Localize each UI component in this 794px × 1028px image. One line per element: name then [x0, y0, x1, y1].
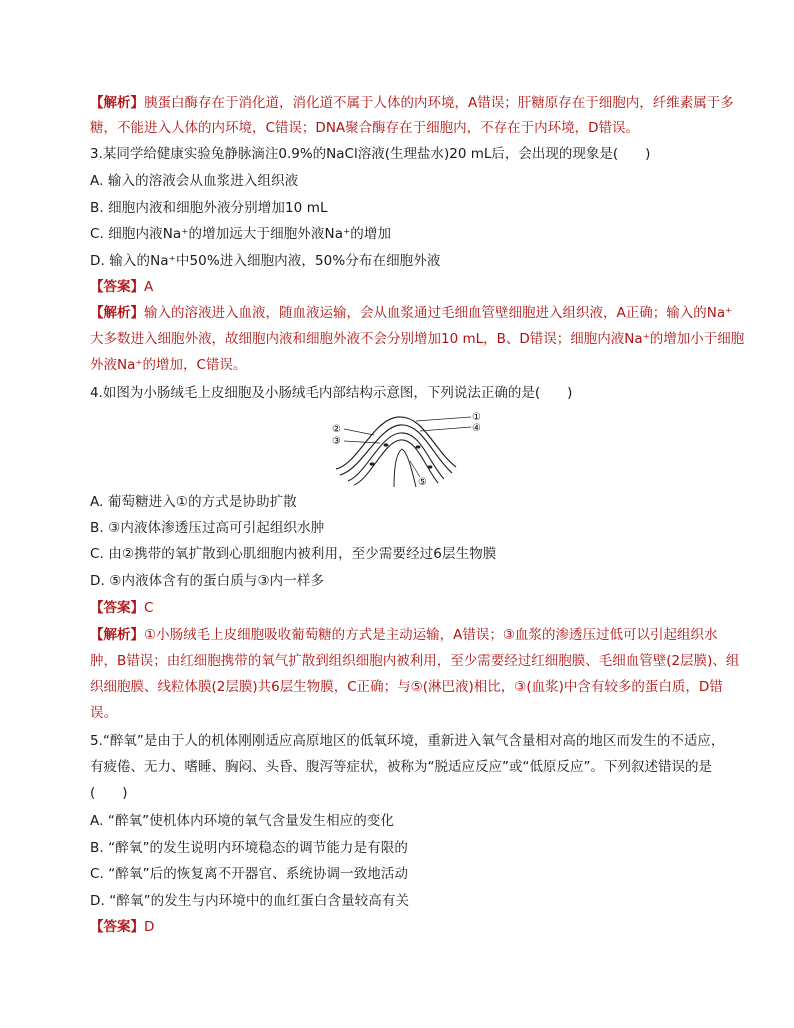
q4-analysis-line-3: 织细胞膜、线粒体膜(2层膜)共6层生物膜，C正确；与⑤(淋巴液)相比，③(血浆)中含有较多的蛋白质，D错 — [90, 679, 723, 695]
q5-stem-line-3: ( ) — [90, 785, 128, 801]
label-1: ① — [472, 412, 481, 423]
analysis-tag: 【解析】 — [90, 305, 144, 321]
analysis-text: ①小肠绒毛上皮细胞吸收葡萄糖的方式是主动运输，A错误；③血浆的渗透压过低可以引起组织水 — [144, 627, 718, 643]
q4-analysis-line-2: 肿，B错误；由红细胞携带的氧气扩散到组织细胞内被利用，至少需要经过红细胞膜、毛细血管壁(2层膜)、组 — [90, 653, 740, 669]
q4-option-d: D. ⑤内液体含有的蛋白质与③内一样多 — [90, 573, 325, 589]
answer-value: A — [144, 279, 154, 295]
q5-option-c: C. “醉氧”后的恢复离不开器官、系统协调一致地活动 — [90, 866, 409, 882]
q3-stem: 3.某同学给健康实验兔静脉滴注0.9%的NaCl溶液(生理盐水)20 mL后，会出现的现象是( ) — [90, 146, 651, 162]
q3-analysis-line-1 — [90, 304, 732, 322]
q4-option-c: C. 由②携带的氧扩散到心肌细胞内被利用，至少需要经过6层生物膜 — [90, 546, 497, 562]
answer-value: D — [144, 919, 155, 935]
q4-stem: 4.如图为小肠绒毛上皮细胞及小肠绒毛内部结构示意图，下列说法正确的是( ) — [90, 385, 573, 401]
q5-stem-line-2: 有疲倦、无力、嗜睡、胸闷、头昏、腹泻等症状，被称为“脱适应反应”或“低原反应”。下列叙述错误的是 — [90, 759, 712, 775]
q3-option-c: C. 细胞内液Na⁺的增加远大于细胞外液Na⁺的增加 — [90, 226, 392, 242]
answer-tag: 【答案】 — [90, 600, 144, 616]
q2-analysis-line-2: 糖，不能进入人体的内环境，C错误；DNA聚合酶存在于细胞内，不存在于内环境，D错误。 — [90, 120, 640, 136]
q5-answer — [90, 918, 154, 936]
label-4: ④ — [472, 423, 481, 434]
q3-answer — [90, 278, 153, 296]
q4-analysis-line-1 — [90, 626, 717, 644]
villus-diagram-svg — [328, 409, 481, 488]
answer-tag: 【答案】 — [90, 919, 144, 935]
answer-value: C — [144, 600, 154, 616]
label-5: ⑤ — [418, 477, 427, 488]
q4-answer — [90, 599, 153, 617]
q3-option-b: B. 细胞内液和细胞外液分别增加10 mL — [90, 200, 328, 216]
q5-option-b: B. “醉氧”的发生说明内环境稳态的调节能力是有限的 — [90, 840, 408, 856]
q5-stem-line-1: 5.“醉氧”是由于人的机体刚刚适应高原地区的低氧环境，重新进入氧气含量相对高的地区而发生的不适应， — [90, 733, 725, 749]
q3-analysis-line-2: 大多数进入细胞外液，故细胞内液和细胞外液不会分别增加10 mL，B、D错误；细胞内液Na⁺的增加小于细胞 — [90, 331, 745, 347]
q2-analysis-line-1 — [90, 94, 734, 112]
label-2: ② — [332, 424, 341, 435]
analysis-text: 胰蛋白酶存在于消化道，消化道不属于人体的内环境，A错误；肝糖原存在于细胞内，纤维素属于多 — [144, 95, 734, 111]
q3-option-d: D. 输入的Na⁺中50%进入细胞内液，50%分布在细胞外液 — [90, 253, 441, 269]
q3-option-a: A. 输入的溶液会从血浆进入组织液 — [90, 173, 299, 189]
label-3: ③ — [332, 436, 341, 447]
q5-option-d: D. “醉氧”的发生与内环境中的血红蛋白含量较高有关 — [90, 893, 410, 909]
q4-analysis-line-4: 误。 — [90, 705, 117, 721]
q4-option-b: B. ③内液体渗透压过高可引起组织水肿 — [90, 520, 325, 536]
q4-option-a: A. 葡萄糖进入①的方式是协助扩散 — [90, 494, 297, 510]
answer-tag: 【答案】 — [90, 279, 144, 295]
q3-analysis-line-3: 外液Na⁺的增加，C错误。 — [90, 357, 247, 373]
analysis-tag: 【解析】 — [90, 627, 144, 643]
villus-diagram — [328, 409, 481, 488]
analysis-text: 输入的溶液进入血液，随血液运输，会从血浆通过毛细血管壁细胞进入组织液，A正确；输入的Na⁺ — [144, 305, 733, 321]
q5-option-a: A. “醉氧”使机体内环境的氧气含量发生相应的变化 — [90, 813, 395, 829]
analysis-tag: 【解析】 — [90, 95, 144, 111]
